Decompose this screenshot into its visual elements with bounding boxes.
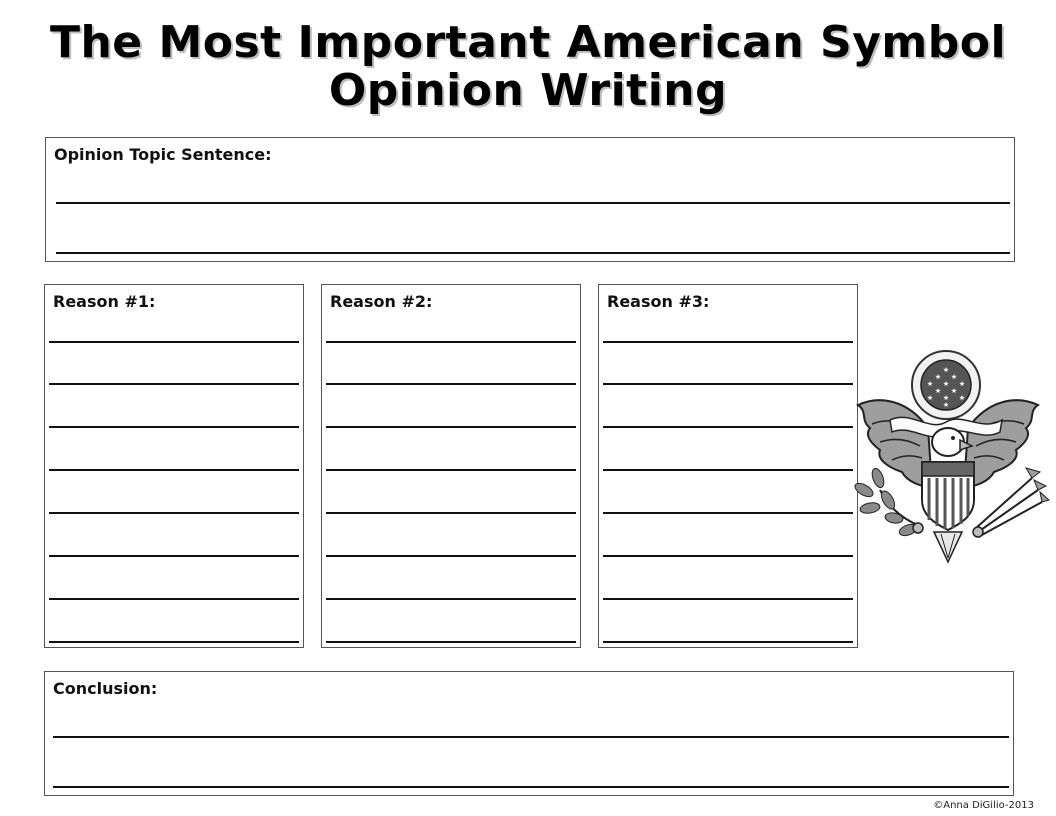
topic-writing-line-1[interactable] (56, 202, 1010, 204)
svg-text:★: ★ (950, 387, 958, 395)
reason-1-writing-line[interactable] (49, 426, 299, 428)
reason-2-label: Reason #2: (330, 292, 433, 311)
conclusion-writing-line-2[interactable] (53, 786, 1009, 788)
reason-3-writing-line[interactable] (603, 641, 853, 643)
reason-2-writing-line[interactable] (326, 426, 576, 428)
reason-3-writing-line[interactable] (603, 555, 853, 557)
reason-2-writing-line[interactable] (326, 641, 576, 643)
svg-text:★: ★ (942, 380, 950, 388)
svg-text:★: ★ (934, 387, 942, 395)
reason-3-box (598, 284, 858, 648)
conclusion-box (44, 671, 1014, 796)
conclusion-writing-line-1[interactable] (53, 736, 1009, 738)
reason-2-box (321, 284, 581, 648)
topic-writing-line-2[interactable] (56, 252, 1010, 254)
reason-1-label: Reason #1: (53, 292, 156, 311)
reason-1-writing-line[interactable] (49, 512, 299, 514)
page-title: The Most Important American Symbol (49, 17, 1007, 68)
svg-text:★: ★ (934, 373, 942, 381)
reason-2-writing-line[interactable] (326, 512, 576, 514)
reason-2-writing-line[interactable] (326, 383, 576, 385)
svg-text:★: ★ (926, 380, 934, 388)
reason-3-label: Reason #3: (607, 292, 710, 311)
svg-text:★: ★ (942, 366, 950, 374)
reason-2-writing-line[interactable] (326, 598, 576, 600)
reason-1-writing-line[interactable] (49, 469, 299, 471)
svg-text:★: ★ (950, 373, 958, 381)
reason-3-writing-line[interactable] (603, 469, 853, 471)
reason-1-writing-line[interactable] (49, 598, 299, 600)
great-seal-eagle-icon (850, 350, 1050, 575)
svg-text:★: ★ (942, 401, 950, 409)
topic-sentence-label: Opinion Topic Sentence: (54, 145, 272, 164)
reason-1-writing-line[interactable] (49, 555, 299, 557)
svg-text:★: ★ (926, 394, 934, 402)
reason-3-writing-line[interactable] (603, 383, 853, 385)
reason-3-writing-line[interactable] (603, 426, 853, 428)
reason-1-writing-line[interactable] (49, 383, 299, 385)
conclusion-label: Conclusion: (53, 679, 158, 698)
page-subtitle: Opinion Writing (328, 65, 728, 116)
reason-3-writing-line[interactable] (603, 512, 853, 514)
svg-text:★: ★ (942, 394, 950, 402)
reason-3-writing-line[interactable] (603, 598, 853, 600)
reason-2-writing-line[interactable] (326, 555, 576, 557)
reason-1-box (44, 284, 304, 648)
reason-3-writing-line[interactable] (603, 341, 853, 343)
copyright-notice: ©Anna DiGilio-2013 (933, 800, 1034, 811)
topic-sentence-box (45, 137, 1015, 262)
svg-text:★: ★ (958, 380, 966, 388)
reason-2-writing-line[interactable] (326, 469, 576, 471)
reason-1-writing-line[interactable] (49, 341, 299, 343)
reason-2-writing-line[interactable] (326, 341, 576, 343)
svg-text:★: ★ (958, 394, 966, 402)
reason-1-writing-line[interactable] (49, 641, 299, 643)
